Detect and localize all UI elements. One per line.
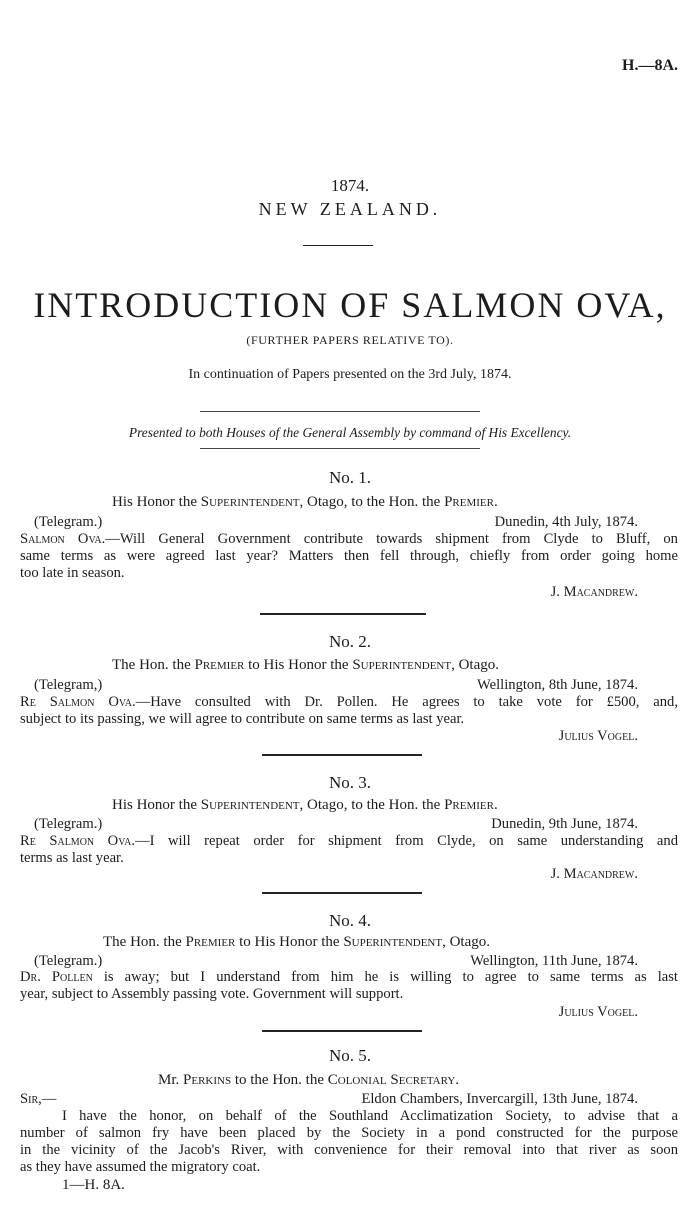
- doc-heading: His Honor the Superintendent, Otago, to the Hon. the Premier.: [112, 797, 498, 813]
- telegram-label: (Telegram.): [34, 953, 103, 969]
- doc-body: Salmon Ova.—Will General Government contribute towards shipment from Clyde to Bluff, on: [20, 531, 678, 547]
- doc-heading: His Honor the Superintendent, Otago, to the Hon. the Premier.: [112, 494, 498, 510]
- country-heading: NEW ZEALAND.: [258, 199, 442, 219]
- doc-body: terms as last year.: [20, 850, 124, 866]
- doc-number: No. 2.: [328, 632, 372, 651]
- telegram-label: (Telegram.): [34, 514, 103, 530]
- signature: Julius Vogel.: [558, 728, 638, 744]
- place-date: Dunedin, 4th July, 1874.: [494, 514, 638, 530]
- doc-heading: Mr. Perkins to the Hon. the Colonial Secretary.: [158, 1072, 460, 1088]
- doc-body: subject to its passing, we will agree to contribute on same terms as last year.: [20, 711, 465, 727]
- doc-body: Re Salmon Ova.—I will repeat order for shipment from Clyde, on same understanding and: [20, 833, 678, 849]
- section-rule: [262, 1030, 422, 1032]
- doc-body: year, subject to Assembly passing vote. Government will support.: [20, 986, 404, 1002]
- doc-body: too late in season.: [20, 565, 125, 581]
- page-reference: H.—8A.: [622, 57, 678, 74]
- subtitle: (FURTHER PAPERS RELATIVE TO).: [246, 333, 454, 347]
- signature: J. Macandrew.: [550, 866, 638, 882]
- telegram-label: (Telegram,): [34, 677, 103, 693]
- presented-line: Presented to both Houses of the General Assembly by command of His Excellency.: [128, 425, 572, 440]
- main-title: INTRODUCTION OF SALMON OVA,: [33, 285, 667, 325]
- signature: Julius Vogel.: [558, 1004, 638, 1020]
- doc-body: in the vicinity of the Jacob's River, with convenience for their removal into that river as soon: [20, 1142, 678, 1158]
- place-date: Eldon Chambers, Invercargill, 13th June, 1874.: [361, 1091, 638, 1107]
- sheet-mark: 1—H. 8A.: [62, 1177, 125, 1193]
- section-rule: [262, 892, 422, 894]
- presented-rule-bottom: [200, 448, 480, 449]
- place-date: Wellington, 8th June, 1874.: [477, 677, 638, 693]
- doc-body: same terms as were agreed last year? Matters then fell through, chiefly from order going home: [20, 548, 678, 564]
- doc-body: I have the honor, on behalf of the Southland Acclimatization Society, to advise that a: [62, 1108, 678, 1124]
- doc-number: No. 1.: [328, 468, 372, 487]
- year: 1874.: [330, 176, 370, 195]
- doc-body: Dr. Pollen is away; but I understand from him he is willing to agree to same terms as last: [20, 969, 678, 985]
- telegram-label: (Telegram.): [34, 816, 103, 832]
- salutation: Sir,—: [20, 1091, 57, 1107]
- signature: J. Macandrew.: [550, 584, 638, 600]
- doc-heading: The Hon. the Premier to His Honor the Superintendent, Otago.: [112, 657, 500, 673]
- place-date: Dunedin, 9th June, 1874.: [491, 816, 638, 832]
- doc-number: No. 3.: [328, 773, 372, 792]
- doc-body: number of salmon fry have been placed by the Society in a pond constructed for the purpose: [20, 1125, 678, 1141]
- doc-body: as they have assumed the migratory coat.: [20, 1159, 261, 1175]
- doc-number: No. 4.: [328, 911, 372, 930]
- section-rule: [262, 754, 422, 756]
- title-rule-short: [303, 245, 373, 246]
- doc-body: Re Salmon Ova.—Have consulted with Dr. Pollen. He agrees to take vote for £500, and,: [20, 694, 678, 710]
- section-rule: [260, 613, 426, 615]
- continuation-note: In continuation of Papers presented on the 3rd July, 1874.: [188, 367, 512, 382]
- place-date: Wellington, 11th June, 1874.: [470, 953, 638, 969]
- doc-number: No. 5.: [328, 1046, 372, 1065]
- presented-rule-top: [200, 411, 480, 412]
- doc-heading: The Hon. the Premier to His Honor the Superintendent, Otago.: [103, 934, 491, 950]
